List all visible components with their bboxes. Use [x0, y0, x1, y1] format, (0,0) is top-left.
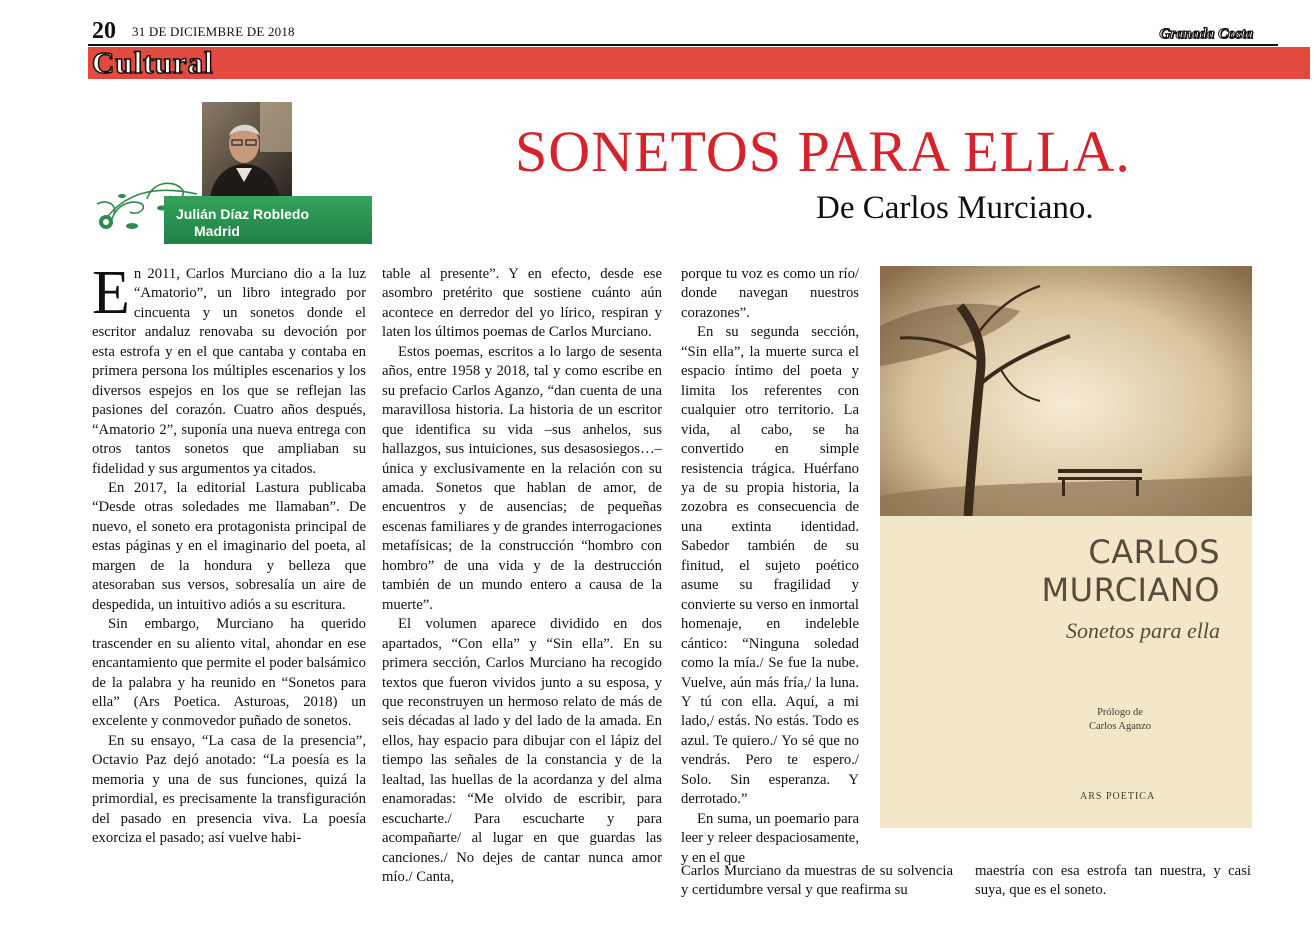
cover-prologue: Prólogo de Carlos Aganzo: [1088, 707, 1152, 732]
author-name: Julián Díaz Robledo: [176, 206, 310, 222]
section-band: [88, 47, 1310, 79]
article-column-3: [681, 265, 859, 868]
article-column-4-continuation: [975, 862, 1251, 901]
drop-cap: E: [92, 259, 130, 327]
article-column-1: [92, 259, 366, 849]
header-rule: [88, 44, 1278, 46]
article-title: SONETOS PARA ELLA.: [515, 119, 1131, 184]
publication-name: Granada Costa: [1159, 26, 1253, 42]
page-number: 20: [92, 18, 116, 44]
paragraph: En 2011, Carlos Murciano dio a la luz “Amatorio”, un libro integrado por cincuenta y un sonetos donde el escritor andaluz renovaba su devoción por esta estrofa y en el que cantaba y contaba en primera persona los múltiples escenarios y los diversos espejos en los que se reflejan las pasiones del corazón. Cuatro años después, “Amatorio 2”, suponía una nueva entrega con otros tantos sonetos que ampliaban su fidelidad y sus argumentos ya citados.: [92, 259, 366, 477]
paragraph: El volumen aparece dividido en dos apartados, “Con ella” y “Sin ella”. En su primera sección, Carlos Murciano ha recogido textos que fueron vividos junto a su esposa, y que reconstruyen un hermoso relato de más de seis décadas al lado y del lado de la amada. En ellos, hay espacio para dibujar con el lápiz del tiempo las señales de la constancia y de la lealtad, las huellas de la acordanza y del alma enamoradas: “Me olvido de escribir, para escucharte./ Para escucharte y para acompañarte/ al lugar en que guardas las canciones./ No dejes de cantar nunca amor mío./ Canta,: [382, 616, 662, 886]
paragraph: En su ensayo, “La casa de la presencia”, Octavio Paz dejó anotado: “La poesía es la memoria y una de sus funciones, quizá la primordial, es precisamente la transfiguración del pasado en presencia viva. La poesía exorciza el pasado; así vuelve habi-: [92, 732, 366, 847]
cover-title: Sonetos para ella: [1066, 618, 1220, 643]
cover-author: CARLOS MURCIANO: [1041, 533, 1220, 609]
paragraph: En su segunda sección, “Sin ella”, la muerte surca el espacio íntimo del poeta y limita los referentes con cualquier otro territorio. La vida, al cabo, se ha convertido en simple resistencia trágica. Huérfano ya de su propia historia, la zozobra es consecuencia de una extinta identidad. Sabedor también de su finitud, el sujeto poético asume su fragilidad y convierte su verso en inmortal homenaje, en indeleble cántico: “Ninguna soledad como la mía./ Se fue la nube. Vuelve, aún más fría,/ la luna. Y tú con ella. Aquí, a mi lado,/ estás. No estás. Todo es azul. Te quiero./ Yo sé que no vendrás. Pero te espero./ Solo. Sin esperanza. Y derrotado.”: [681, 324, 859, 808]
paragraph: En 2017, la editorial Lastura publicaba “Desde otras soledades me llamaban”. De nuevo, el soneto era protagonista principal de estas páginas y en el imaginario del poeta, al margen de la hondura y belleza que atesoraban sus versos, sobresalía un aire de despedida, un intuitivo adiós a su escritura.: [92, 479, 366, 613]
article-subtitle: De Carlos Murciano.: [816, 190, 1094, 226]
author-city: Madrid: [194, 223, 240, 239]
issue-date: 31 DE DICIEMBRE DE 2018: [132, 24, 295, 39]
paragraph: table al presente”. Y en efecto, desde ese asombro pretérito que sostiene cuánto aún acontece en derredor del yo lírico, respiran y laten los últimos poemas de Carlos Murciano.: [382, 266, 662, 341]
author-photo: [202, 102, 292, 198]
paragraph: Estos poemas, escritos a lo largo de sesenta años, entre 1958 y 2018, tal y como escribe en su prefacio Carlos Aganzo, “dan cuenta de una maravillosa historia. La historia de un escritor que identifica su vida –sus anhelos, sus hallazgos, sus intuiciones, sus desasosiegos…– única y exclusivamente en la relación con su amada. Sonetos que hablan de amor, de encuentros y de ausencias; de pequeñas escenas familiares y de grandes interrogaciones metafísicas; de la construcción “hombro con hombro” de una vida y de la destrucción también de un mundo entero a causa de la muerte”.: [382, 343, 662, 613]
article-column-2: [382, 265, 662, 888]
paragraph: En suma, un poemario para leer y releer despaciosamente, y en el que: [681, 810, 859, 866]
article-column-3-continuation: [681, 862, 953, 901]
paragraph: Carlos Murciano da muestras de su solvencia y certidumbre versal y que reafirma su: [681, 863, 953, 899]
book-cover-image: [880, 266, 1252, 828]
paragraph: maestría con esa estrofa tan nuestra, y casi suya, que es el soneto.: [975, 863, 1251, 899]
tree-bench-illustration: [880, 266, 1252, 516]
paragraph: porque tu voz es como un río/ donde navegan nuestros corazones”.: [681, 266, 859, 321]
paragraph: Sin embargo, Murciano ha querido trascender en su aliento vital, ahondar en ese encantamiento que permite el poder balsámico de la palabra y ha reunido en “Sonetos para ella” (Ars Poetica. Asturoas, 2018) un excelente y conmovedor puñado de sonetos.: [92, 616, 366, 730]
cover-publisher-logo: ARS POETICA: [1080, 791, 1156, 802]
section-label: Cultural: [92, 45, 214, 80]
